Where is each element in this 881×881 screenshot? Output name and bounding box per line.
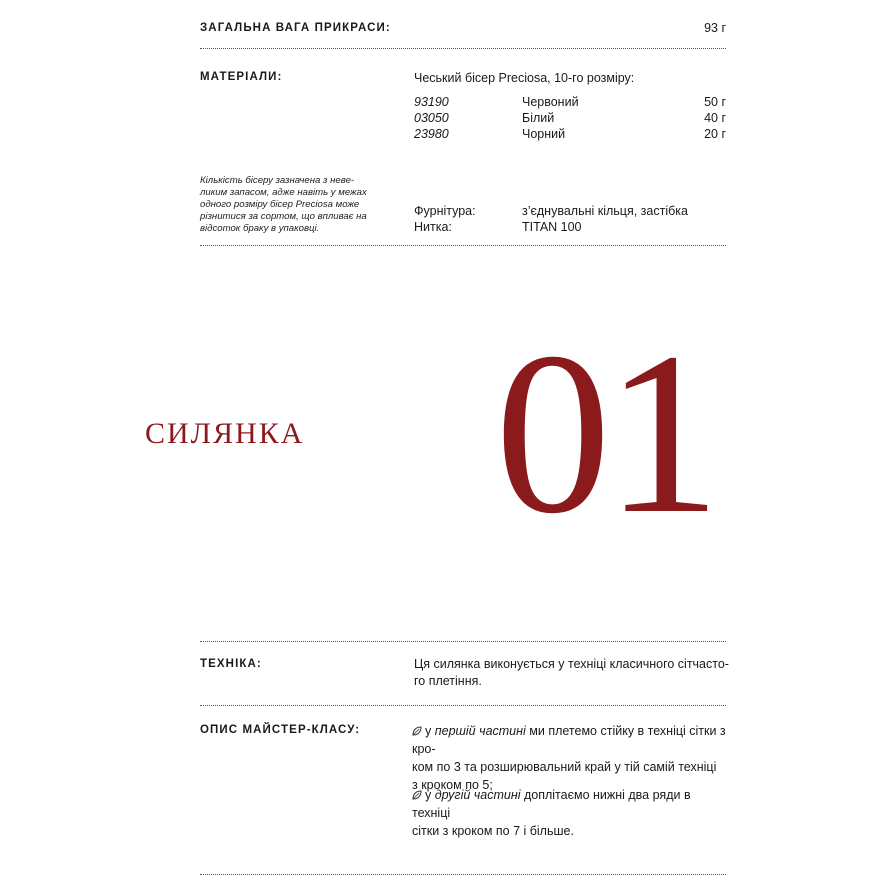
- bead-row: [414, 111, 726, 128]
- divider: [200, 641, 726, 642]
- bead-code: 23980: [414, 127, 449, 141]
- bead-row: [414, 127, 726, 144]
- divider: [200, 705, 726, 706]
- beads-quantity-note: Кількість бісеру зазначена з неве- ликим запасом, адже навіть у межах одного розміру бісер Preciosa може різнитися за сортом, що впливає на відсоток браку в упаковці.: [200, 175, 367, 234]
- leaf-icon: [412, 726, 422, 736]
- bead-color: Чорний: [522, 127, 566, 141]
- bead-code: 03050: [414, 111, 449, 125]
- fittings-value: з’єднувальні кільця, застібка: [522, 204, 688, 218]
- materials-intro: Чеський бісер Preciosa, 10-го розміру:: [414, 71, 635, 85]
- bead-weight: 50 г: [704, 95, 726, 109]
- chapter-number: 01: [495, 305, 715, 562]
- chapter-title: СИЛЯНКА: [145, 417, 305, 450]
- bead-row: [414, 95, 726, 112]
- thread-value: TITAN 100: [522, 220, 582, 234]
- divider: [200, 245, 726, 246]
- bead-weight: 20 г: [704, 127, 726, 141]
- description-item-2: у другій частині доплітаємо нижні два ряди в техніці сітки з кроком по 7 і більше.: [412, 788, 691, 838]
- materials-label: МАТЕРІАЛИ:: [200, 71, 283, 83]
- bead-weight: 40 г: [704, 111, 726, 125]
- description-item-1: у першій частині ми плетемо стійку в техніці сітки з кро- ком по 3 та розширювальний край у тій самій техніці з кроком по 5;: [412, 724, 726, 792]
- bead-color: Червоний: [522, 95, 579, 109]
- bead-color: Білий: [522, 111, 555, 125]
- bead-code: 93190: [414, 95, 449, 109]
- fittings-label: Фурнітура:: [414, 204, 476, 218]
- total-weight-label: ЗАГАЛЬНА ВАГА ПРИКРАСИ:: [200, 22, 391, 34]
- technique-label: ТЕХНІКА:: [200, 658, 262, 670]
- leaf-icon: [412, 790, 422, 800]
- total-weight-value: 93 г: [704, 21, 726, 35]
- divider: [200, 48, 726, 49]
- technique-text: Ця силянка виконується у техніці класичного сітчасто- го плетіння.: [414, 657, 729, 688]
- divider: [200, 874, 726, 875]
- thread-label: Нитка:: [414, 220, 452, 234]
- description-label: ОПИС МАЙСТЕР-КЛАСУ:: [200, 724, 361, 736]
